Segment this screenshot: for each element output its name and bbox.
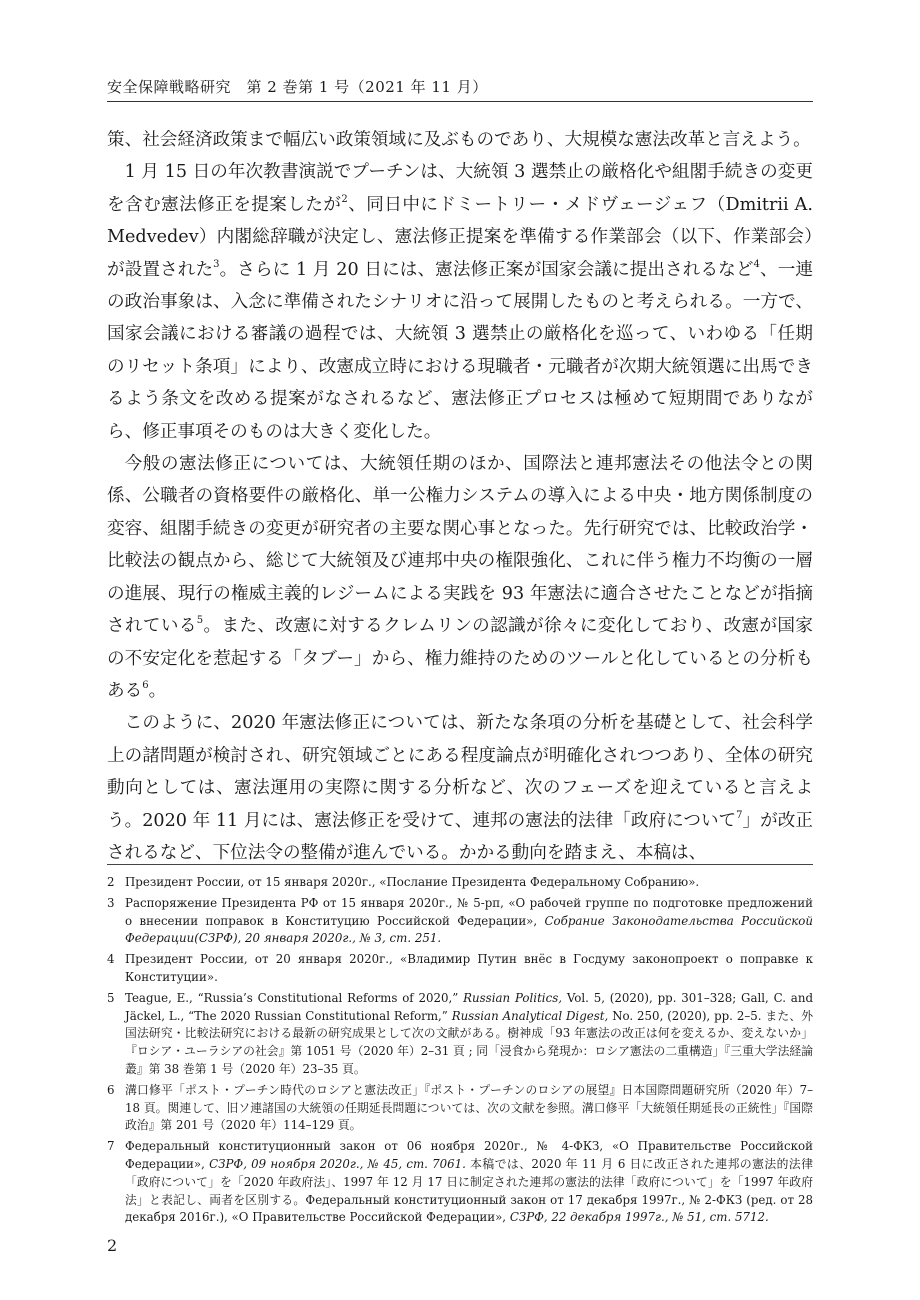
italic-text: Russian Politics, bbox=[463, 990, 562, 1005]
paragraph bbox=[107, 124, 813, 156]
page-number: 2 bbox=[107, 1236, 118, 1255]
header-rule bbox=[107, 101, 813, 102]
italic-text: Russian Analytical Digest, bbox=[451, 1008, 609, 1023]
footnote-ref: 7 bbox=[736, 809, 743, 821]
footnote-number: 7 bbox=[107, 1139, 115, 1154]
footnote-number: 3 bbox=[107, 895, 115, 910]
text-run: 策、社会経済政策まで幅広い政策領域に及ぶものであり、大規模な憲法改革と言えよう。 bbox=[107, 130, 811, 150]
text-run: 、一連の政治事象は、入念に準備されたシナリオに沿って展開したものと考えられる。一方で、国家会議における審議の過程では、大統領 3 選禁止の厳格化を巡って、いわゆる「任期のリセット条項」により、改憲成立時における現職者・元職者が次期大統領選に出馬できるよう条文を改める提案がなされるなど、憲法修正プロセスは極めて短期間でありながら、修正事項そのものは大きく変化した。 bbox=[107, 259, 813, 442]
footnote-number: 4 bbox=[107, 952, 115, 967]
footnote-number: 6 bbox=[107, 1082, 115, 1097]
footnote bbox=[107, 874, 813, 892]
text-run: 溝口修平「ポスト・プーチン時代のロシアと憲法改正」『ポスト・プーチンのロシアの展望』日本国際問題研究所（2020 年）7–18 頁。関連して、旧ソ連諸国の大統領の任期延長問題については、次の文献を参照。溝口修平「大統領任期延長の正統性」『国際政治』第 201 号（2020 年）114–129 頁。 bbox=[125, 1082, 813, 1133]
italic-text: СЗРФ, 09 ноября 2020г., № 45, ст. 7061. bbox=[209, 1156, 466, 1171]
footnote-rule bbox=[107, 864, 813, 865]
text-run: 」が改正されるなど、下位法令の整備が進んでいる。かかる動向を踏まえ、本稿は、 bbox=[107, 810, 813, 863]
italic-text: СЗРФ, 22 декабря 1997г., № 51, ст. 5712. bbox=[509, 1210, 769, 1225]
paragraph bbox=[107, 448, 813, 707]
footnote-number: 2 bbox=[107, 875, 115, 889]
text-run: 今般の憲法修正については、大統領任期のほか、国際法と連邦憲法その他法令との関係、公職者の資格要件の厳格化、単一公権力システムの導入による中央・地方関係制度の変容、組閣手続きの変更が研究者の主要な関心事となった。先行研究では、比較政治学・比較法の観点から、総じて大統領及び連邦中央の権限強化、これに伴う権力不均衡の一層の進展、現行の権威主義的レジームによる実践を 93 年憲法に適合させたことなどが指摘されている bbox=[107, 454, 813, 637]
text-run: 、同日中にドミートリー・メドヴェージェフ（Dmitrii A. Medvedev）内閣総辞職が決定し、憲法修正提案を準備する作業部会（以下、作業部会）が設置された bbox=[107, 194, 813, 280]
footnote-text bbox=[125, 895, 813, 948]
footnote-ref: 5 bbox=[196, 615, 204, 627]
footnote-text bbox=[125, 1082, 813, 1135]
footnote-ref: 2 bbox=[341, 193, 348, 205]
paragraph bbox=[107, 707, 813, 869]
text-run: Президент России, от 15 января 2020г., «Послание Президента Федеральному Собранию». bbox=[125, 875, 700, 889]
footnote bbox=[107, 951, 813, 987]
footnote-ref: 6 bbox=[142, 680, 149, 692]
text-run: Президент России, от 20 января 2020г., «Владимир Путин внёс в Госдуму законопроект о поправке к Конституции». bbox=[125, 952, 813, 984]
paragraph bbox=[107, 156, 813, 448]
footnote-text bbox=[125, 951, 813, 987]
footnote bbox=[107, 990, 813, 1079]
footnote-number: 5 bbox=[107, 990, 115, 1005]
text-run: 1 月 15 日の年次教書演説でプーチンは、大統領 3 選禁止の厳格化や組閣手続きの変更を含む憲法修正を提案したが bbox=[107, 162, 813, 215]
text-run: 。さらに 1 月 20 日には、憲法修正案が国家会議に提出されるなど bbox=[219, 259, 754, 280]
text-run: このように、2020 年憲法修正については、新たな条項の分析を基礎として、社会科学上の諸問題が検討され、研究領域ごとにある程度論点が明確化されつつあり、全体の研究動向としては、憲法運用の実際に関する分析など、次のフェーズを迎えていると言えよう。2020 年 11 月には、憲法修正を受けて、連邦の憲法的法律「政府について bbox=[107, 713, 813, 831]
running-header: 安全保障戦略研究 第 2 巻第 1 号（2021 年 11 月） bbox=[107, 78, 488, 96]
text-run: 。また、改憲に対するクレムリンの認識が徐々に変化しており、改憲が国家の不安定化を惹起する「タブー」から、権力維持のためのツールと化しているとの分析もある bbox=[107, 616, 813, 701]
footnote-ref: 3 bbox=[213, 258, 220, 270]
footnote bbox=[107, 1138, 813, 1227]
footnote-text bbox=[125, 990, 813, 1079]
text-run: 本稿では、2020 年 11 月 6 日に改正された連邦の憲法的法律「政府について」を「2020 年政府法」、1997 年 12 月 17 日に制定された連邦の憲法的法律「政府について」を「1997 年政府法」と表記し、両者を区別する。Федеральный конституционный закон от 17 декабря 1997г., № 2-ФКЗ (ред. от 28 декабря 2016г.), «О Правительстве Российской Федерации», bbox=[125, 1156, 813, 1225]
text-run: Федеральный конституционный закон от 06 ноября 2020г., № 4-ФКЗ, «О Правительстве Российской Федерации», bbox=[125, 1139, 813, 1171]
footnote-text bbox=[125, 874, 813, 892]
text-run: Распоряжение Президента РФ от 15 января 2020г., № 5-рп, «О рабочей группе по подготовке предложений о внесении поправок в Конституцию Российской Федерации», bbox=[125, 895, 813, 928]
italic-text: Собрание Законодательства Российской Федерации(СЗРФ), 20 января 2020г., № 3, ст. 251. bbox=[125, 913, 813, 946]
footnote bbox=[107, 895, 813, 948]
text-run: Vol. 5, (2020), pp. 301–328; Gall, C. and Jäckel, L., “The 2020 Russian Constitutional Reform,” bbox=[125, 990, 813, 1023]
footnote-ref: 4 bbox=[753, 258, 760, 270]
text-run: 。 bbox=[148, 680, 167, 701]
text-run: Teague, E., “Russia’s Constitutional Reforms of 2020,” bbox=[125, 990, 464, 1005]
footnote bbox=[107, 1082, 813, 1135]
footnote-text bbox=[125, 1138, 813, 1227]
footnotes bbox=[107, 874, 813, 1230]
text-run: No. 250, (2020), pp. 2–5. また、外国法研究・比較法研究における最新の研究成果として次の文献がある。樹神成「93 年憲法の改正は何を変えるか、変えないか」『ロシア・ユーラシアの社会』第 1051 号（2020 年）2–31 頁 ; 同「浸食から発現か：ロシア憲法の二重構造」『三重大学法経論叢』第 38 巻第 1 号（2020 年）23–35 頁。 bbox=[125, 1008, 813, 1076]
body-text bbox=[107, 124, 813, 869]
